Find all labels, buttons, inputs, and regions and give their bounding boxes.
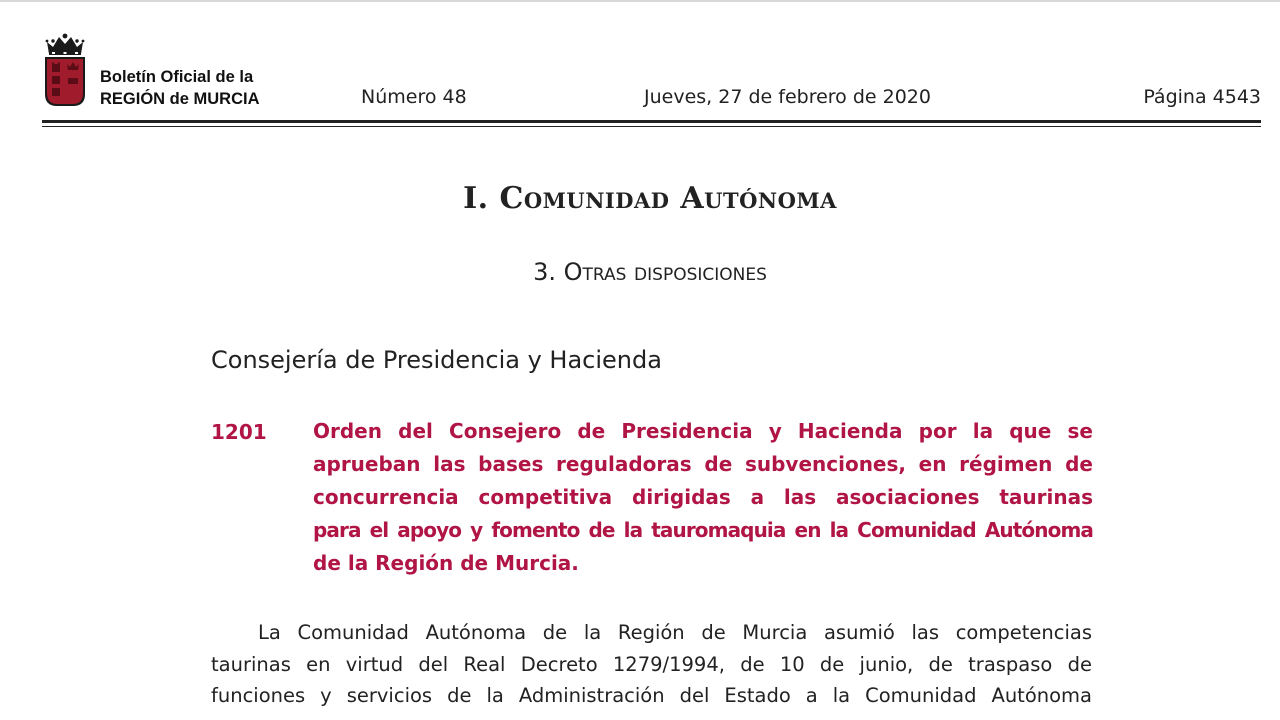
header-rule-thin — [42, 126, 1261, 127]
section-title: I. Comunidad Autónoma — [463, 181, 837, 216]
order-number: 1201 — [211, 420, 267, 444]
order-title — [313, 415, 1093, 580]
body-paragraph — [211, 617, 1092, 712]
region-de-murcia-coat-of-arms-icon — [44, 32, 86, 108]
publication-name-line1: Boletín Oficial de la — [100, 68, 254, 86]
order-title-line: aprueban las bases reguladoras de subvenciones, en régimen de — [313, 452, 1093, 476]
department-heading: Consejería de Presidencia y Hacienda — [211, 346, 662, 374]
body-line: taurinas en virtud del Real Decreto 1279/1994, de 10 de junio, de traspaso de — [211, 652, 1092, 676]
order-title-line: de la Región de Murcia. — [313, 551, 579, 575]
subsection-title: 3. Otras disposiciones — [533, 258, 767, 286]
body-line: funciones y servicios de la Administración del Estado a la Comunidad Autónoma — [211, 684, 1092, 707]
publication-name-line2: REGIÓN de MURCIA — [100, 90, 260, 108]
order-title-line: Orden del Consejero de Presidencia y Hacienda por la que se — [313, 419, 1093, 443]
publication-date: Jueves, 27 de febrero de 2020 — [644, 86, 931, 108]
order-title-line: para el apoyo y fomento de la tauromaquia en la Comunidad Autónoma — [313, 518, 1093, 542]
page-number: Página 4543 — [1143, 86, 1261, 108]
body-line: La Comunidad Autónoma de la Región de Murcia asumió las competencias — [258, 621, 1092, 644]
header-rule-thick — [42, 120, 1261, 123]
order-title-line: concurrencia competitiva dirigidas a las asociaciones taurinas — [313, 485, 1093, 509]
issue-number: Número 48 — [361, 86, 467, 108]
top-border — [0, 0, 1280, 2]
publication-name — [100, 66, 260, 110]
